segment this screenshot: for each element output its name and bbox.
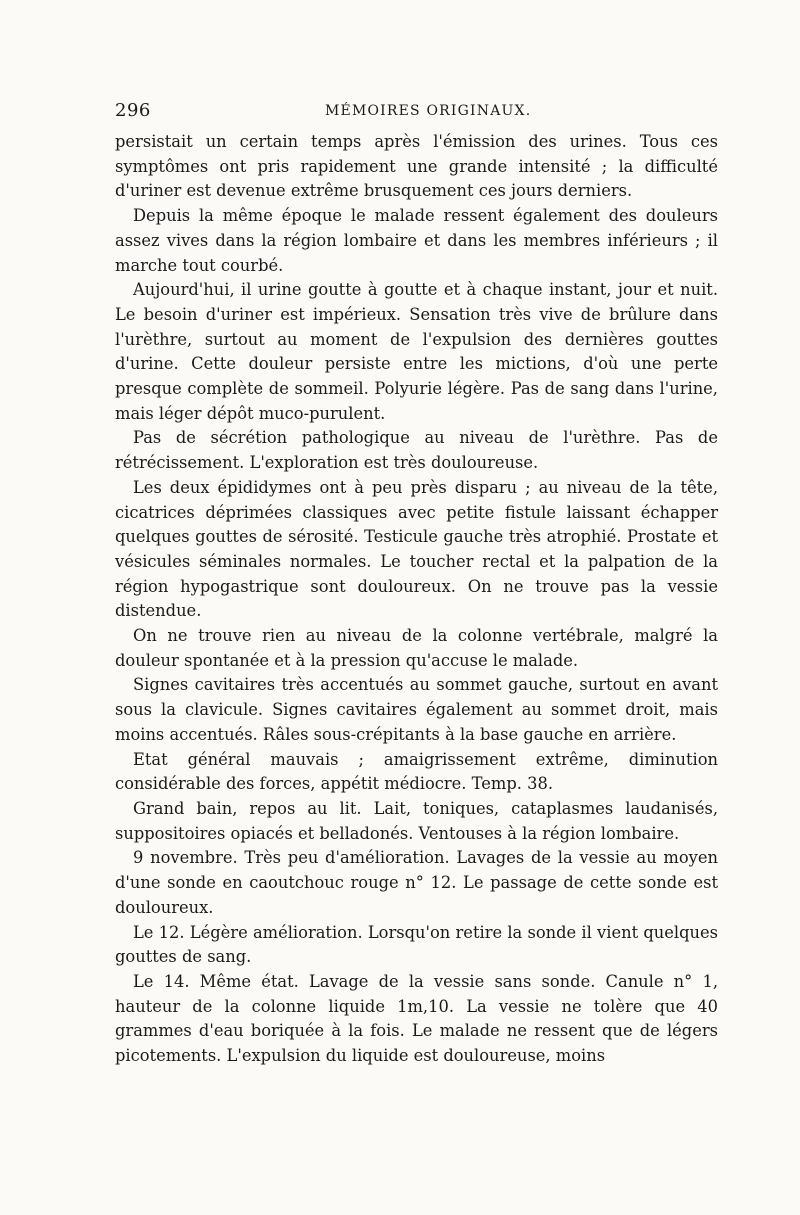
paragraph: Etat général mauvais ; amaigrissement extrême, diminution considérable des forces, appétit médiocre. Temp. 38. (115, 749, 718, 794)
paragraph: Depuis la même époque le malade ressent également des douleurs assez vives dans la région lombaire et dans les membres inférieurs ; il marche tout courbé. (115, 206, 718, 275)
paragraph: Signes cavitaires très accentués au sommet gauche, surtout en avant sous la clavicule. Signes cavitaires également au sommet droit, mais moins accentués. Râles sous-crépitants à la base gauche en arrière. (115, 675, 718, 744)
running-head (115, 100, 718, 126)
paragraph: Le 12. Légère amélioration. Lorsqu'on retire la sonde il vient quelques gouttes de sang. (115, 922, 718, 967)
paragraph: persistait un certain temps après l'émission des urines. Tous ces symptômes ont pris rapidement une grande intensité ; la difficulté d'uriner est devenue extrême brusquement ces jours derniers. (115, 132, 718, 201)
page-number: 296 (115, 100, 151, 121)
paragraph: On ne trouve rien au niveau de la colonne vertébrale, malgré la douleur spontanée et à la pression qu'accuse le malade. (115, 626, 718, 670)
running-title: MÉMOIRES ORIGINAUX. (325, 103, 532, 119)
paragraph: Les deux épididymes ont à peu près disparu ; au niveau de la tête, cicatrices déprimées classiques avec petite fistule laissant échapper quelques gouttes de sérosité. Testicule gauche très atrophié. Prostate et vésicules séminales normales. Le toucher rectal et la palpation de la région hypogastrique sont douloureux. On ne trouve pas la vessie distendue. (115, 477, 718, 621)
body-text (115, 130, 718, 1069)
paragraph: Pas de sécrétion pathologique au niveau de l'urèthre. Pas de rétrécissement. L'exploration est très douloureuse. (115, 428, 718, 473)
paragraph: 9 novembre. Très peu d'amélioration. Lavages de la vessie au moyen d'une sonde en caoutchouc rouge n° 12. Le passage de cette sonde est douloureux. (115, 848, 718, 917)
paragraph: Aujourd'hui, il urine goutte à goutte et à chaque instant, jour et nuit. Le besoin d'uriner est impérieux. Sensation très vive de brûlure dans l'urèthre, surtout au moment de l'expulsion des dernières gouttes d'urine. Cette douleur persiste entre les mictions, d'où une perte presque complète de sommeil. Polyurie légère. Pas de sang dans l'urine, mais léger dépôt muco-purulent. (115, 280, 718, 423)
paragraph: Le 14. Même état. Lavage de la vessie sans sonde. Canule n° 1, hauteur de la colonne liquide 1m,10. La vessie ne tolère que 40 grammes d'eau boriquée à la fois. Le malade ne ressent que de légers picotements. L'expulsion du liquide est douloureuse, moins (115, 971, 718, 1066)
paragraph: Grand bain, repos au lit. Lait, toniques, cataplasmes laudanisés, suppositoires opiacés et belladonés. Ventouses à la région lombaire. (115, 798, 718, 843)
